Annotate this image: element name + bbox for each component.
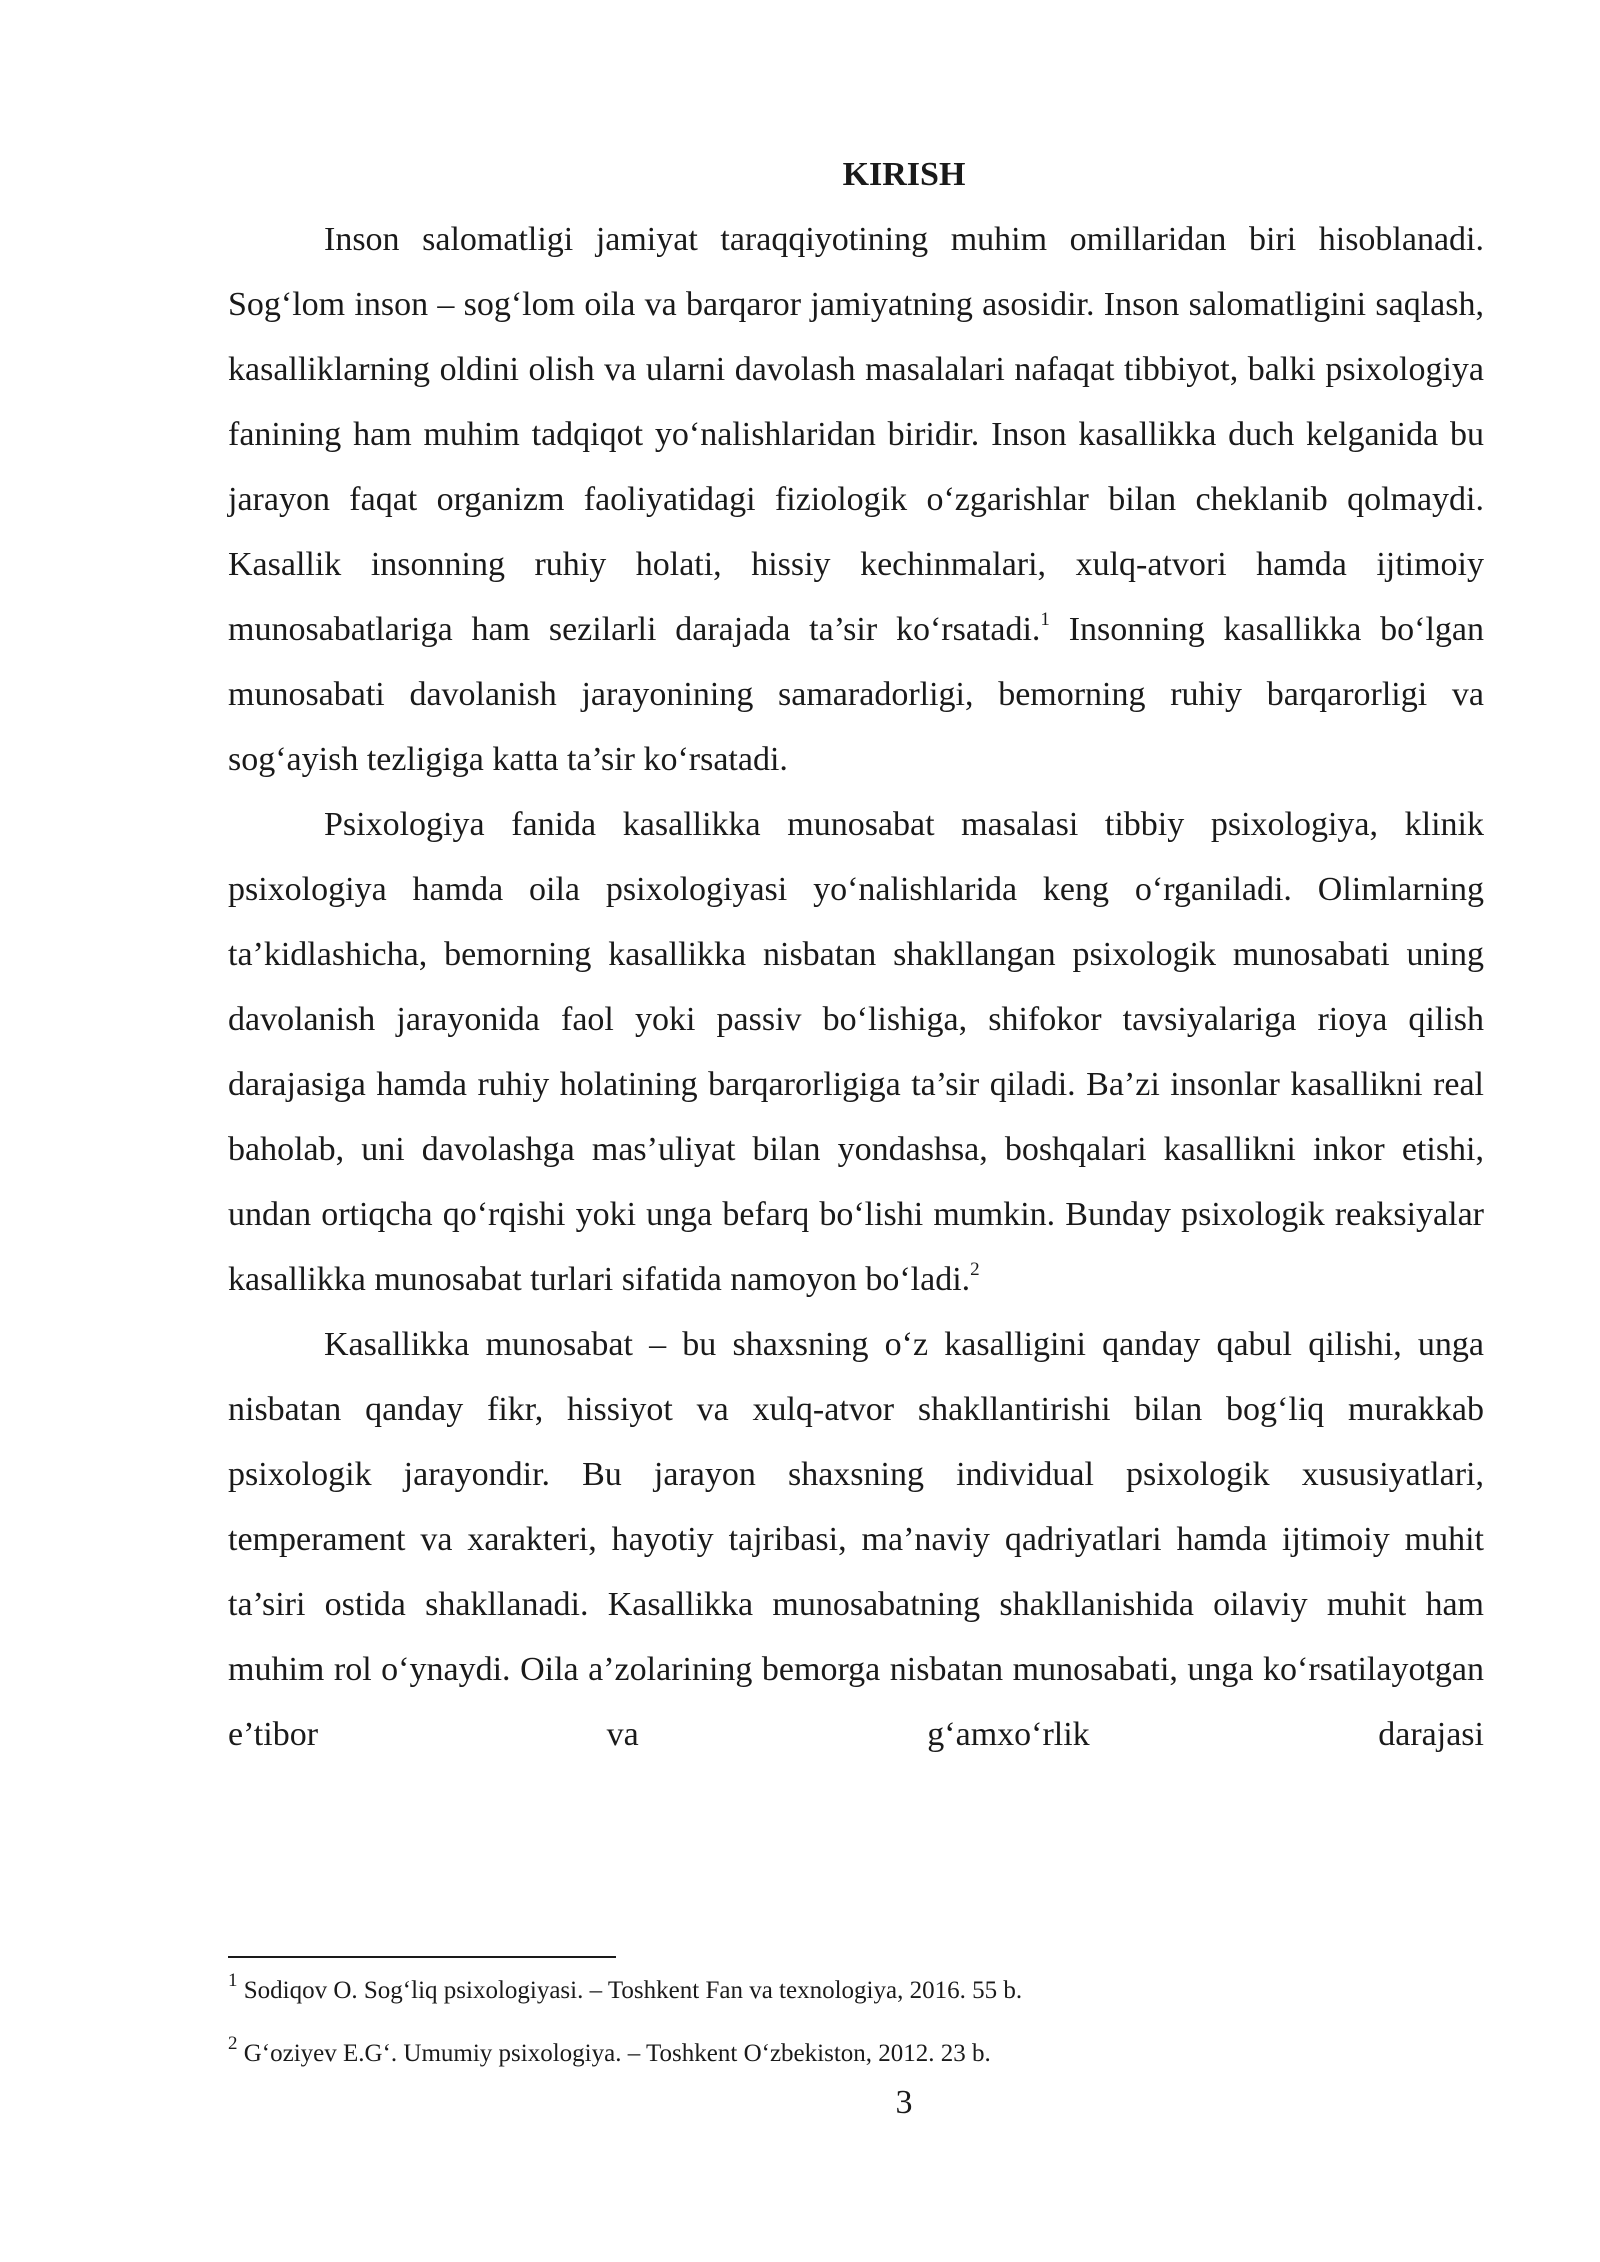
footnote-mark: 2	[228, 2033, 238, 2054]
footnote-text: G‘oziyev E.G‘. Umumiy psixologiya. – Toshkent O‘zbekiston, 2012. 23 b.	[243, 2040, 991, 2067]
paragraph-1	[228, 207, 1484, 792]
page-number: 3	[895, 2084, 913, 2121]
footnote-reference: 2	[970, 1259, 980, 1280]
footnote-2	[228, 2033, 1484, 2069]
body-text	[228, 207, 1484, 1767]
footnote-reference: 1	[1040, 609, 1050, 630]
footnote-separator	[228, 1956, 616, 1958]
paragraph-text: Kasallikka munosabat – bu shaxsning o‘z kasalligini qanday qabul qilishi, unga nisbatan qanday fikr, hissiyot va xulq-atvor shakllantirishi bilan bog‘liq murakkab psixologik jarayondir. Bu jarayon shaxsning individual psixologik xususiyatlari, temperament va xarakteri, hayotiy tajribasi, ma’naviy qadriyatlari hamda ijtimoiy muhit ta’siri ostida shakllanadi. Kasallikka munosabatning shakllanishida oilaviy muhit ham muhim rol o‘ynaydi. Oila a’zolarining bemorga nisbatan munosabati, unga ko‘rsatilayotgan e’tibor va g‘amxo‘rlik darajasi	[228, 1326, 1484, 1753]
paragraph-text: Insonning kasallikka bo‘lgan munosabati davolanish jarayonining samaradorligi, bemorning ruhiy barqarorligi va sog‘ayish tezligiga katta ta’sir ko‘rsatadi.	[228, 611, 1484, 778]
paragraph-3	[228, 1312, 1484, 1767]
footnote-1	[228, 1970, 1484, 2006]
paragraph-2	[228, 792, 1484, 1312]
page-title: KIRISH	[842, 156, 966, 193]
paragraph-text: Psixologiya fanida kasallikka munosabat masalasi tibbiy psixologiya, klinik psixologiya hamda oila psixologiyasi yo‘nalishlarida keng o‘rganiladi. Olimlarning ta’kidlashicha, bemorning kasallikka nisbatan shakllangan psixologik munosabati uning davolanish jarayonida faol yoki passiv bo‘lishiga, shifokor tavsiyalariga rioya qilish darajasiga hamda ruhiy holatining barqarorligiga ta’sir qiladi. Ba’zi insonlar kasallikni real baholab, uni davolashga mas’uliyat bilan yondashsa, boshqalari kasallikni inkor etishi, undan ortiqcha qo‘rqishi yoki unga befarq bo‘lishi mumkin. Bunday psixologik reaksiyalar kasallikka munosabat turlari sifatida namoyon bo‘ladi.	[228, 806, 1484, 1298]
footnote-mark: 1	[228, 1970, 238, 1991]
paragraph-text: Inson salomatligi jamiyat taraqqiyotining muhim omillaridan biri hisoblanadi. Sog‘lom inson – sog‘lom oila va barqaror jamiyatning asosidir. Inson salomatligini saqlash, kasalliklarning oldini olish va ularni davolash masalalari nafaqat tibbiyot, balki psixologiya fanining ham muhim tadqiqot yo‘nalishlaridan biridir. Inson kasallikka duch kelganida bu jarayon faqat organizm faoliyatidagi fiziologik o‘zgarishlar bilan cheklanib qolmaydi. Kasallik insonning ruhiy holati, hissiy kechinmalari, xulq-atvori hamda ijtimoiy munosabatlariga ham sezilarli darajada ta’sir ko‘rsatadi.	[228, 221, 1484, 648]
footnote-text: Sodiqov O. Sog‘liq psixologiyasi. – Toshkent Fan va texnologiya, 2016. 55 b.	[243, 1977, 1023, 2004]
